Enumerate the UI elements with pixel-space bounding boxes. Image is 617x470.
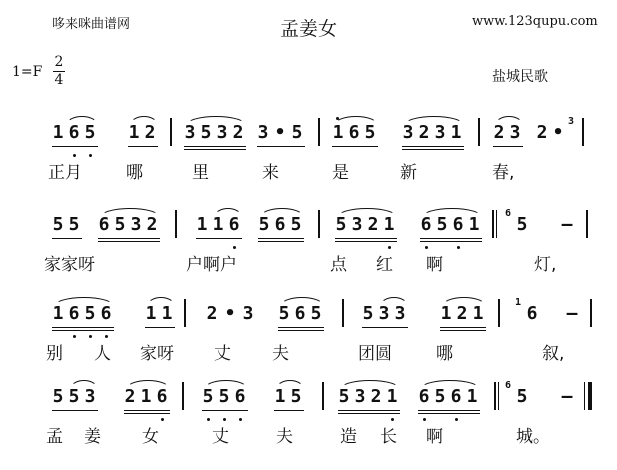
lyric: 春, [492, 163, 515, 183]
beam [128, 146, 158, 147]
note: 5 [310, 303, 322, 324]
note: 5 [68, 386, 80, 407]
note: 3 [130, 214, 142, 235]
slur [66, 116, 98, 125]
low-octave-dot [233, 246, 236, 249]
note: 2 [456, 303, 468, 324]
beam [258, 238, 304, 239]
note: 5 [290, 214, 302, 235]
time-signature [52, 54, 66, 89]
low-octave-dot [455, 418, 458, 421]
lyric: 丈 [214, 344, 231, 364]
beam [202, 410, 248, 411]
barline [318, 118, 320, 146]
beam [98, 238, 160, 239]
note: 5 [258, 214, 270, 235]
beam [418, 413, 480, 414]
slur [100, 208, 160, 217]
note: 2 [370, 386, 382, 407]
lyric: 别 [46, 344, 63, 364]
barline [494, 382, 496, 410]
notation-row-1 [0, 116, 617, 146]
beam [332, 146, 378, 147]
slur [334, 116, 378, 125]
note: 5 [52, 386, 64, 407]
note: 1 [466, 386, 478, 407]
lyric: 姜 [84, 427, 101, 447]
lyric: 点 [330, 255, 347, 275]
note: 5 [516, 214, 528, 235]
note: 6 [274, 214, 286, 235]
barline [170, 118, 172, 146]
beam [184, 146, 246, 147]
note: 3 [354, 386, 366, 407]
lyric: 夫 [276, 427, 293, 447]
note: 5 [278, 303, 290, 324]
note: 5 [200, 122, 212, 143]
barline [492, 210, 494, 238]
note: 2 [232, 122, 244, 143]
staff-line-1 [0, 116, 617, 206]
note: 3 [509, 122, 521, 143]
beam [338, 413, 400, 414]
slur [337, 208, 397, 217]
slur [130, 116, 158, 125]
barline [586, 210, 588, 238]
lyric: 长 [380, 427, 397, 447]
high-octave-dot [336, 117, 339, 120]
meter-bottom: 4 [54, 72, 64, 88]
lyric: 家家呀 [44, 255, 95, 275]
note: 3 [242, 303, 254, 324]
note: 5 [291, 122, 303, 143]
note: – [561, 386, 573, 407]
song-origin: 盐城民歌 [492, 69, 548, 85]
barline [175, 210, 177, 238]
note: 1 [468, 214, 480, 235]
note: 3 [257, 122, 269, 143]
note: 6 [228, 214, 240, 235]
beam [440, 330, 486, 331]
beam [493, 146, 523, 147]
lyric: 哪 [436, 344, 453, 364]
low-octave-dot [388, 246, 391, 249]
staff-line-2 [0, 208, 617, 298]
note: 6 [156, 386, 168, 407]
beam [257, 146, 305, 147]
note: 5 [68, 214, 80, 235]
note: 3 [84, 386, 96, 407]
note: 2 [146, 214, 158, 235]
staff-line-4 [0, 380, 617, 470]
beam [420, 238, 482, 239]
low-octave-dot [161, 418, 164, 421]
slur [204, 380, 248, 389]
lyrics-row-2 [0, 250, 617, 274]
note: 2 [367, 214, 379, 235]
slur [340, 380, 400, 389]
slur [126, 380, 170, 389]
lyric: 哪 [126, 163, 143, 183]
note: 6 [348, 122, 360, 143]
note: – [561, 214, 573, 235]
note: 1 [145, 303, 157, 324]
note: 1 [274, 386, 286, 407]
lyric: 叙, [542, 344, 565, 364]
barline [318, 210, 320, 238]
key-signature: 1=F [12, 64, 43, 80]
notation-row-2 [0, 208, 617, 238]
beam [52, 146, 98, 147]
low-octave-dot [457, 246, 460, 249]
low-octave-dot [105, 335, 108, 338]
beam [196, 238, 242, 239]
low-octave-dot [239, 418, 242, 421]
slur [422, 208, 482, 217]
note: 5 [290, 386, 302, 407]
note: 5 [434, 386, 446, 407]
note: 3 [394, 303, 406, 324]
note: 6 [100, 303, 112, 324]
slur [147, 297, 175, 306]
note: 1 [472, 303, 484, 324]
beam [338, 410, 400, 411]
slur [280, 297, 324, 306]
slur [214, 208, 242, 217]
lyric: 团圆 [358, 344, 392, 364]
low-octave-dot [89, 335, 92, 338]
note: 5 [202, 386, 214, 407]
beam [145, 327, 175, 328]
barline [590, 299, 592, 327]
beam [258, 241, 304, 242]
beam [402, 149, 464, 150]
slur [186, 116, 246, 125]
lyric: 孟 [46, 427, 63, 447]
final-barline-thick [588, 382, 592, 410]
low-octave-dot [223, 418, 226, 421]
barline [498, 382, 499, 410]
note: 5 [218, 386, 230, 407]
note: 2 [124, 386, 136, 407]
lyric: 是 [332, 163, 349, 183]
note: 6 [418, 386, 430, 407]
lyric: 啊 [426, 255, 443, 275]
beam [335, 241, 397, 242]
lyrics-row-3 [0, 339, 617, 363]
lyric: 人 [94, 344, 111, 364]
beam [402, 146, 464, 147]
note: 6 [420, 214, 432, 235]
note: • [274, 122, 286, 143]
note: • [224, 303, 236, 324]
slur [420, 380, 480, 389]
slur [54, 297, 114, 306]
beam [184, 149, 246, 150]
slur [380, 297, 408, 306]
note: 1 [383, 214, 395, 235]
beam [52, 330, 114, 331]
beam [418, 410, 480, 411]
note: 5 [364, 122, 376, 143]
grace-note: 1 [515, 297, 522, 308]
note: 5 [114, 214, 126, 235]
lyric: 里 [192, 163, 209, 183]
note: 6 [68, 122, 80, 143]
note: 6 [294, 303, 306, 324]
low-octave-dot [73, 335, 76, 338]
beam [124, 410, 170, 411]
barline [498, 299, 500, 327]
note: 5 [436, 214, 448, 235]
meter-top: 2 [54, 54, 64, 70]
barline [322, 382, 324, 410]
low-octave-dot [73, 154, 76, 157]
lyric: 夫 [272, 344, 289, 364]
note: 3 [216, 122, 228, 143]
note: 3 [402, 122, 414, 143]
lyric: 城。 [516, 427, 550, 447]
note: 1 [440, 303, 452, 324]
note: 1 [332, 122, 344, 143]
slur [404, 116, 464, 125]
beam [420, 241, 482, 242]
note: 5 [338, 386, 350, 407]
note: 6 [526, 303, 538, 324]
slur [276, 380, 304, 389]
note: 5 [84, 303, 96, 324]
note: 2 [206, 303, 218, 324]
note: 3 [351, 214, 363, 235]
site-name: 哆来咪曲谱网 [52, 17, 131, 32]
low-octave-dot [391, 418, 394, 421]
note: 5 [362, 303, 374, 324]
notation-row-4 [0, 380, 617, 410]
note: 1 [450, 122, 462, 143]
barline [478, 118, 480, 146]
note: 2 [493, 122, 505, 143]
staff-line-3 [0, 297, 617, 387]
final-barline-thin [584, 382, 585, 410]
barline [496, 210, 497, 238]
note: 2 [418, 122, 430, 143]
note: 2 [536, 122, 548, 143]
note: 1 [52, 122, 64, 143]
slur [442, 297, 486, 306]
beam [274, 410, 304, 411]
note: 5 [52, 214, 64, 235]
slur [70, 380, 98, 389]
note: 3 [184, 122, 196, 143]
beam [98, 241, 160, 242]
lyric: 丈 [212, 427, 229, 447]
note: – [566, 303, 578, 324]
note: 2 [144, 122, 156, 143]
note: 1 [52, 303, 64, 324]
lyric: 啊 [426, 427, 443, 447]
song-title: 孟姜女 [279, 18, 337, 40]
grace-note: 6 [505, 208, 512, 219]
lyric: 灯, [534, 255, 557, 275]
barline [342, 299, 344, 327]
lyric: 女 [142, 427, 159, 447]
beam [278, 330, 324, 331]
low-octave-dot [89, 154, 92, 157]
note: 6 [450, 386, 462, 407]
note: 5 [335, 214, 347, 235]
note: 1 [196, 214, 208, 235]
lyric: 来 [262, 163, 279, 183]
low-octave-dot [425, 246, 428, 249]
lyric: 户啊户 [186, 255, 237, 275]
note: 6 [234, 386, 246, 407]
beam [278, 327, 324, 328]
beam [52, 238, 82, 239]
grace-note: 3 [568, 116, 575, 127]
barline [182, 382, 184, 410]
barline [582, 118, 584, 146]
note: 1 [212, 214, 224, 235]
note: 1 [386, 386, 398, 407]
note: 3 [434, 122, 446, 143]
note: 5 [516, 386, 528, 407]
note: 1 [128, 122, 140, 143]
note: 1 [161, 303, 173, 324]
note: 1 [140, 386, 152, 407]
website-url: www.123qupu.com [472, 14, 598, 29]
slur [495, 116, 523, 125]
lyric: 红 [376, 255, 393, 275]
note: 6 [452, 214, 464, 235]
note: 3 [378, 303, 390, 324]
beam [335, 238, 397, 239]
slur [260, 208, 304, 217]
note: • [552, 122, 564, 143]
lyrics-row-1 [0, 158, 617, 182]
beam [52, 410, 98, 411]
lyric: 家呀 [140, 344, 174, 364]
note: 6 [68, 303, 80, 324]
notation-row-3 [0, 297, 617, 327]
beam [52, 327, 114, 328]
note: 6 [98, 214, 110, 235]
beam [362, 327, 408, 328]
low-octave-dot [207, 418, 210, 421]
lyric: 正月 [48, 163, 82, 183]
lyrics-row-4 [0, 422, 617, 446]
note: 5 [84, 122, 96, 143]
beam [440, 327, 486, 328]
lyric: 新 [400, 163, 417, 183]
low-octave-dot [423, 418, 426, 421]
grace-note: 6 [505, 380, 512, 391]
lyric: 造 [340, 427, 357, 447]
barline [184, 299, 186, 327]
beam [124, 413, 170, 414]
